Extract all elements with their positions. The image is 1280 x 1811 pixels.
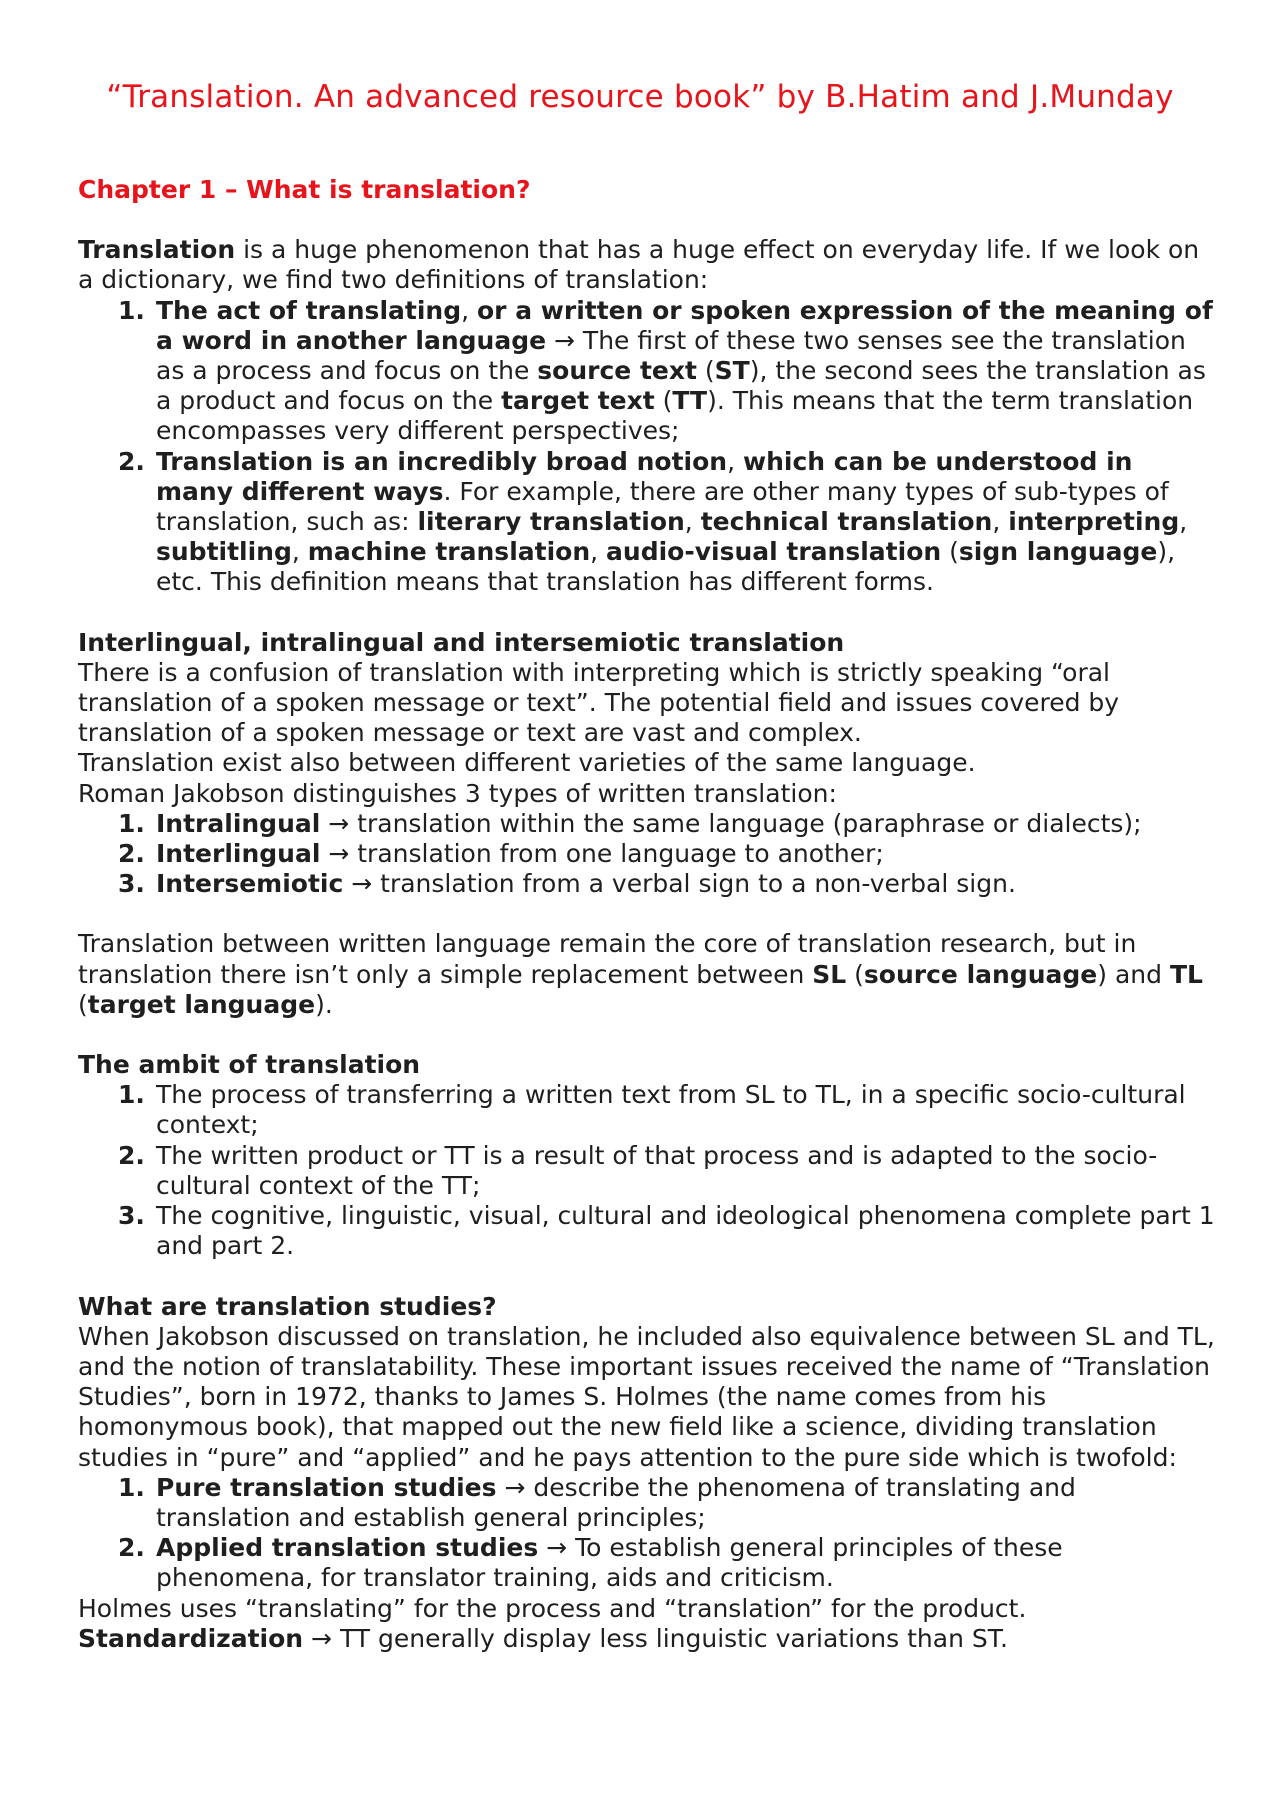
bold-text: audio-visual translation: [606, 537, 942, 567]
text: ). This means that the term translation encompasses very different perspectives;: [156, 386, 1194, 446]
text: ) and: [1097, 959, 1170, 989]
list-number: 3.: [118, 1201, 145, 1231]
text: The written product or TT is a result of that process and is adapted to the socio-cultural context of the TT;: [156, 1140, 1158, 1200]
intro-term: Translation: [78, 235, 236, 265]
text: ,: [1179, 507, 1188, 537]
paragraph: [78, 929, 1218, 1020]
bold-text: source text: [537, 356, 697, 386]
text: describe the phenomena of translating and translation and establish general principles;: [156, 1472, 1076, 1532]
bold-text: TL: [1169, 959, 1203, 989]
jakobson-types-list: [78, 809, 1218, 900]
list-number: 1.: [118, 1080, 145, 1110]
paragraph: Roman Jakobson distinguishes 3 types of written translation:: [78, 778, 837, 808]
bold-text: target text: [501, 386, 655, 416]
bold-text: interpreting: [1008, 507, 1180, 537]
text: To establish general principles of these phenomena, for translator training, aids and criticism.: [156, 1533, 1063, 1593]
bold-text: Intralingual: [156, 808, 321, 838]
bold-text: source language: [863, 959, 1098, 989]
intro-paragraph: [78, 235, 1218, 295]
section-heading: The ambit of translation: [78, 1050, 421, 1080]
holmes-list: [78, 1473, 1218, 1594]
text: ,: [727, 446, 743, 476]
text: ,: [461, 295, 477, 325]
bold-text: technical translation: [700, 507, 993, 537]
text: ,: [992, 507, 1009, 537]
text: ,: [684, 507, 701, 537]
text: TT generally display less linguistic variations than ST.: [339, 1623, 1009, 1653]
bold-text: Translation is an incredibly broad notion: [156, 446, 728, 476]
section-heading: What are translation studies?: [78, 1291, 497, 1321]
list-number: 2.: [118, 1140, 145, 1170]
text: (: [941, 537, 959, 567]
text: translation from one language to another;: [357, 839, 884, 869]
text: (: [654, 386, 673, 416]
list-item: [78, 1141, 1218, 1201]
bold-text: Standardization: [78, 1623, 304, 1653]
arrow-icon: →: [538, 1533, 576, 1563]
arrow-icon: →: [496, 1472, 534, 1502]
text: translation from a verbal sign to a non-verbal sign.: [380, 869, 1016, 899]
bold-text: SL: [812, 959, 847, 989]
list-item: [78, 1080, 1218, 1140]
list-number: 1.: [118, 295, 145, 325]
list-number: 1.: [118, 1472, 145, 1502]
arrow-icon: →: [546, 325, 583, 355]
spacer: [78, 899, 1218, 929]
intro-text: is a huge phenomenon that has a huge effect on everyday life. If we look on a dictionary, we find two definitions of translation:: [78, 235, 1200, 295]
text: Translation between written language remain the core of translation research, but in translation there isn’t only a simple replacement between: [78, 929, 1137, 989]
list-item: [78, 296, 1218, 447]
list-number: 2.: [118, 1533, 145, 1563]
section-heading: Interlingual, intralingual and intersemiotic translation: [78, 627, 845, 657]
paragraph: There is a confusion of translation with interpreting which is strictly speaking “oral translation of a spoken message or text”. The potential field and issues covered by translation of a spoken message or text are vast and complex.: [78, 657, 1120, 748]
paragraph: When Jakobson discussed on translation, he included also equivalence between SL and TL, and the notion of translatability. These important issues received the name of “Translation Studies”, born in 1972, thanks to James S. Holmes (the name comes from his homonymous book), that mapped out the new field like a science, dividing translation studies in “pure” and “applied” and he pays attention to the pure side which is twofold:: [78, 1321, 1215, 1472]
bold-text: which can be understood in many different ways: [156, 446, 1133, 506]
text: The process of transferring a written text from SL to TL, in a specific socio-cultural context;: [156, 1080, 1186, 1140]
bold-text: sign language: [958, 537, 1158, 567]
list-item: [78, 1473, 1218, 1533]
list-number: 2.: [118, 446, 145, 476]
bold-text: TT: [672, 386, 708, 416]
paragraph: [78, 1624, 1218, 1654]
list-item: [78, 1201, 1218, 1261]
bold-text: or a written or spoken expression of the meaning of a word in another language: [156, 295, 1213, 355]
chapter-heading: Chapter 1 – What is translation?: [78, 175, 531, 204]
arrow-icon: →: [320, 808, 358, 838]
bold-text: The act of translating: [156, 295, 462, 325]
bold-text: machine translation: [307, 537, 591, 567]
document-body: [78, 175, 1218, 1654]
text: ), etc. This definition means that translation has different forms.: [156, 537, 1176, 597]
text: The cognitive, linguistic, visual, cultural and ideological phenomena complete part 1 and part 2.: [156, 1201, 1215, 1261]
spacer: [78, 1020, 1218, 1050]
list-number: 2.: [118, 839, 145, 869]
list-item: [78, 809, 1218, 839]
ambit-list: [78, 1080, 1218, 1261]
spacer: [78, 1262, 1218, 1292]
text: ,: [291, 537, 308, 567]
text: ).: [315, 989, 333, 1019]
text: . For example, there are other many types of sub-types of translation, such as:: [156, 476, 1169, 537]
text: (: [78, 989, 88, 1019]
bold-text: Intersemiotic: [156, 869, 344, 899]
bold-text: subtitling: [156, 537, 292, 567]
arrow-icon: →: [343, 869, 381, 899]
text: ,: [590, 537, 607, 567]
paragraph: Holmes uses “translating” for the process and “translation” for the product.: [78, 1593, 1027, 1623]
bold-text: literary translation: [417, 507, 685, 537]
list-item: [78, 447, 1218, 598]
arrow-icon: →: [303, 1623, 340, 1653]
arrow-icon: →: [320, 839, 358, 869]
list-number: 1.: [118, 808, 145, 838]
list-number: 3.: [118, 869, 145, 899]
text: (: [696, 356, 715, 386]
list-item: [78, 869, 1218, 899]
bold-text: target language: [87, 989, 316, 1019]
spacer: [78, 598, 1218, 628]
document-title: “Translation. An advanced resource book” by B.Hatim and J.Munday: [106, 79, 1174, 115]
paragraph: Translation exist also between different varieties of the same language.: [78, 748, 976, 778]
list-item: [78, 1533, 1218, 1593]
list-item: [78, 839, 1218, 869]
bold-text: ST: [714, 356, 750, 386]
definitions-list: [78, 296, 1218, 598]
bold-text: Pure translation studies: [156, 1472, 497, 1502]
text: ), the second sees the translation as a product and focus on the: [156, 356, 1206, 416]
text: translation within the same language (paraphrase or dialects);: [357, 808, 1142, 838]
bold-text: Interlingual: [156, 839, 321, 869]
bold-text: Applied translation studies: [156, 1533, 539, 1563]
text: (: [846, 959, 864, 989]
text: The first of these two senses see the translation as a process and focus on the: [156, 325, 1186, 386]
